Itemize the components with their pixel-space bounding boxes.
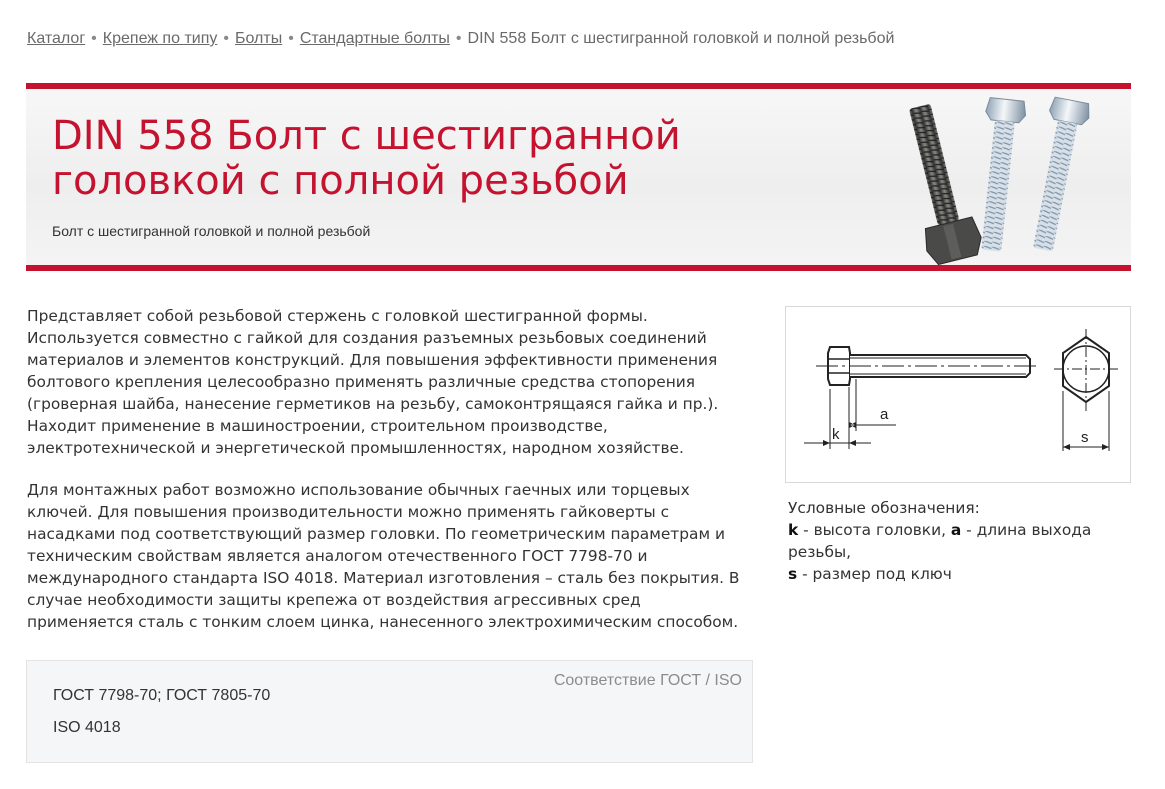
breadcrumb-separator: • (455, 30, 462, 47)
breadcrumb-separator: • (288, 30, 294, 47)
legend-title: Условные обозначения: (788, 499, 980, 517)
bolts-product-image (851, 89, 1131, 265)
hero-banner (26, 83, 1131, 271)
page-subtitle: Болт с шестигранной головкой и полной резьбой (52, 223, 371, 239)
legend-key-s: s (788, 565, 798, 583)
breadcrumb-separator: • (223, 30, 229, 47)
standards-compliance-box (26, 660, 753, 763)
breadcrumb (27, 30, 894, 48)
legend (788, 497, 1118, 585)
legend-key-a: a (950, 521, 962, 539)
dimension-label-s: s (1081, 429, 1089, 446)
legend-key-k: k (788, 521, 799, 539)
breadcrumb-link-bolts[interactable]: Болты (234, 30, 283, 47)
breadcrumb-current: DIN 558 Болт с шестигранной головкой и полной резьбой (467, 30, 895, 47)
product-description (27, 305, 747, 653)
dimension-label-a: a (880, 406, 889, 423)
bolt-dimension-diagram (785, 306, 1131, 483)
iso-standard: ISO 4018 (53, 719, 121, 736)
breadcrumb-link-standard-bolts[interactable]: Стандартные болты (299, 30, 450, 47)
legend-line-s (788, 563, 1118, 585)
breadcrumb-link-fasteners-by-type[interactable]: Крепеж по типу (102, 30, 218, 47)
legend-text-a: - длина выхода резьбы, (788, 521, 1092, 561)
gost-standards: ГОСТ 7798-70; ГОСТ 7805-70 (53, 687, 271, 704)
bolt-drawing (786, 307, 1130, 482)
legend-text-s: - размер под ключ (797, 565, 952, 583)
legend-line-k-a (788, 519, 1118, 563)
page-title: DIN 558 Болт с шестигранной головкой с полной резьбой (52, 113, 681, 204)
breadcrumb-separator: • (91, 30, 97, 47)
breadcrumb-link-catalog[interactable]: Каталог (27, 30, 86, 47)
legend-text-k: - высота головки, (798, 521, 951, 539)
standards-heading: Соответствие ГОСТ / ISO (553, 672, 742, 689)
dimension-label-k: k (832, 426, 840, 443)
description-paragraph: Для монтажных работ возможно использование обычных гаечных или торцевых ключей. Для повышения производительности можно применять гайковерты с насадками под соответствующий размер головки. По геометрическим параметрам и техническим свойствам является аналогом отечественного ГОСТ 7798-70 и международного стандарта ISO 4018. Материал изготовления – сталь без покрытия. В случае необходимости защиты крепежа от воздействия агрессивных сред применяется сталь с тонким слоем цинка, нанесенного электрохимическим способом. (27, 481, 740, 631)
description-paragraph: Представляет собой резьбовой стержень с головкой шестигранной формы. Используется совместно с гайкой для создания разъемных резьбовых соединений материалов и элементов конструкций. Для повышения эффективности применения болтового крепления целесообразно применять различные средства стопорения (гроверная шайба, нанесение герметиков на резьбу, самоконтрящаяся гайка и пр.). Находит применение в машиностроении, строительном производстве, электротехнической и энергетической промышленностях, народном хозяйстве. (27, 307, 719, 457)
